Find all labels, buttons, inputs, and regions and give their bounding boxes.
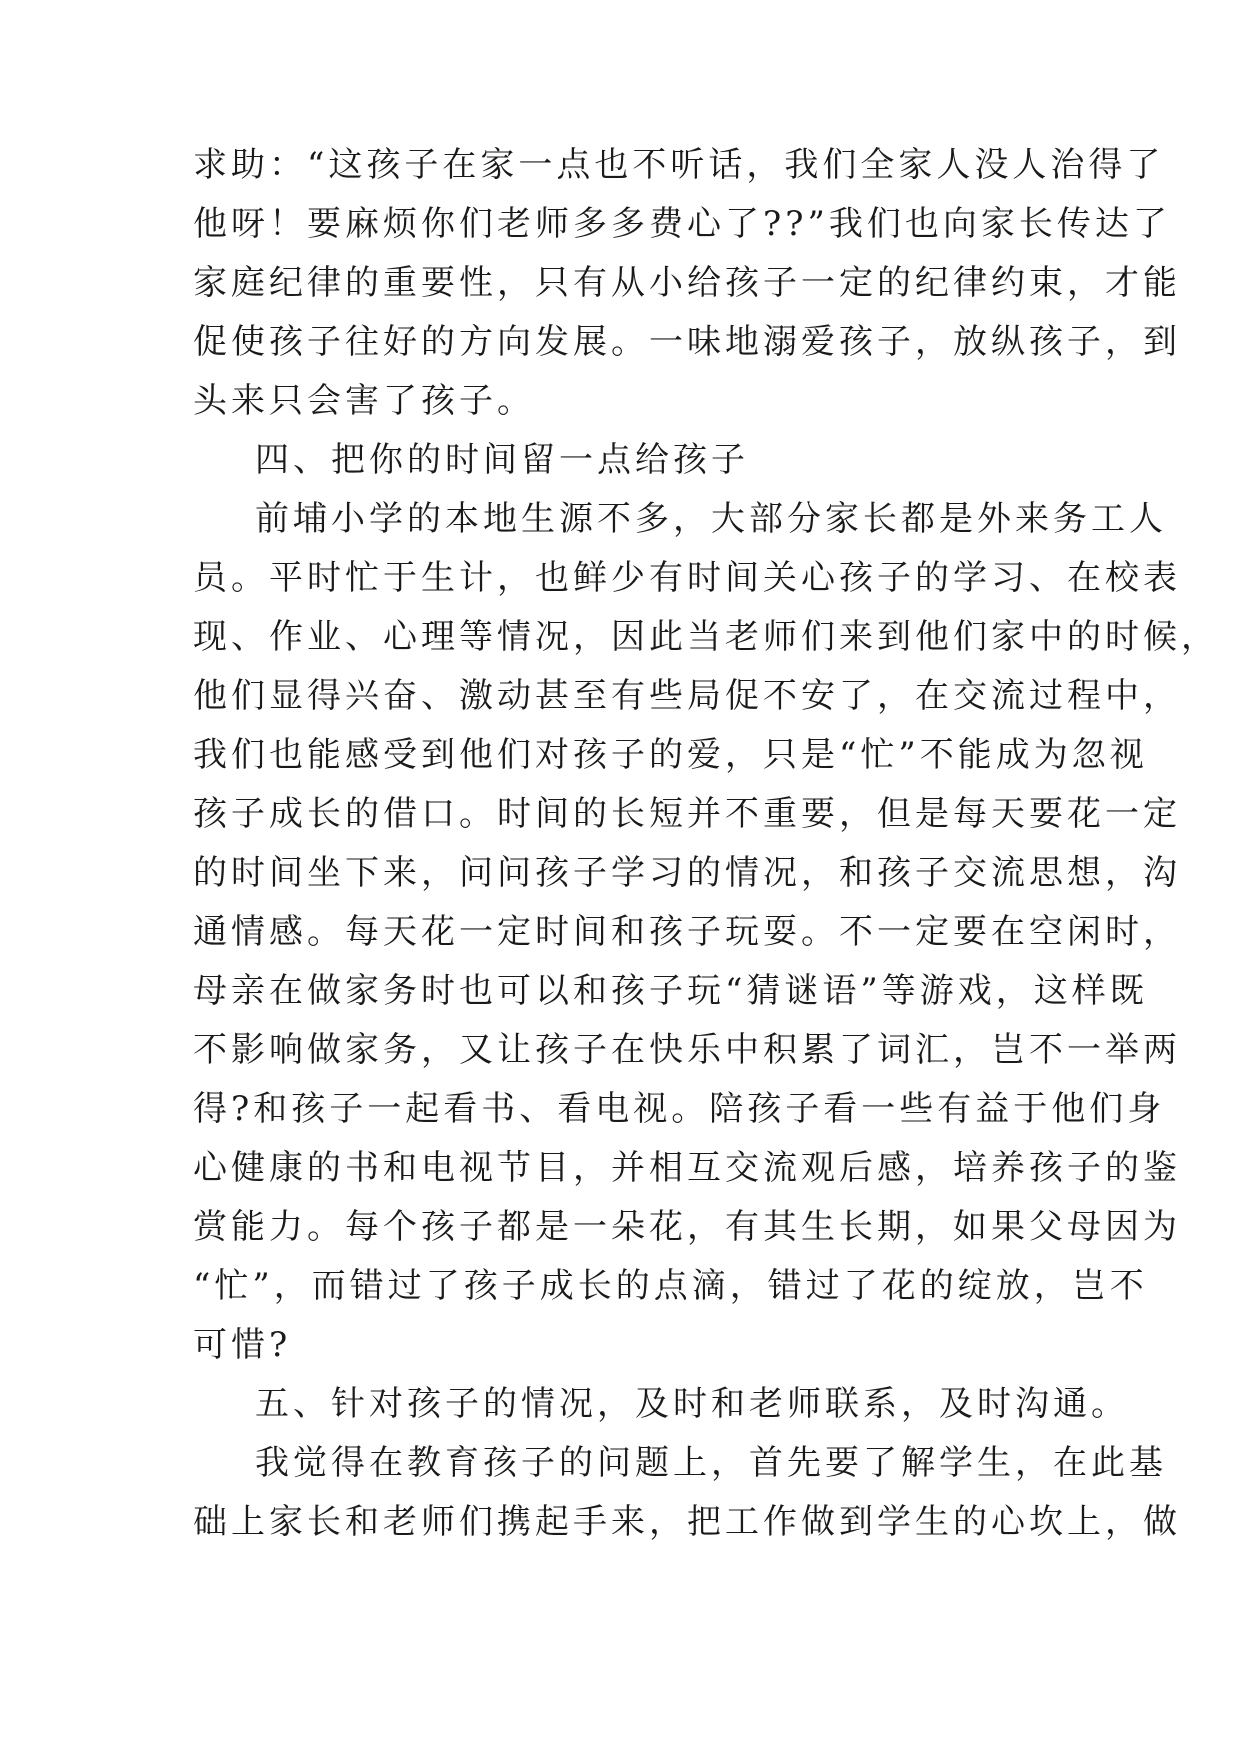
text-line: 的时间坐下来，问问孩子学习的情况，和孩子交流思想，沟 bbox=[193, 853, 1181, 893]
text-line: 不影响做家务，又让孩子在快乐中积累了词汇，岂不一举两 bbox=[193, 1030, 1181, 1070]
text-line: 他呀！要麻烦你们老师多多费心了??”我们也向家长传达了 bbox=[193, 204, 1171, 244]
text-line: 头来只会害了孩子。 bbox=[193, 381, 535, 421]
text-line: 赏能力。每个孩子都是一朵花，有其生长期，如果父母因为 bbox=[193, 1207, 1181, 1247]
text-line: 求助：“这孩子在家一点也不听话，我们全家人没人治得了 bbox=[193, 145, 1165, 185]
text-line: 孩子成长的借口。时间的长短并不重要，但是每天要花一定 bbox=[193, 794, 1181, 834]
text-line: 可惜? bbox=[193, 1325, 292, 1365]
text-line: 员。平时忙于生计，也鲜少有时间关心孩子的学习、在校表 bbox=[193, 558, 1181, 598]
text-line: 家庭纪律的重要性，只有从小给孩子一定的纪律约束，才能 bbox=[193, 263, 1181, 303]
document-body bbox=[193, 136, 1219, 1552]
paragraph-start-line: 我觉得在教育孩子的问题上，首先要了解学生，在此基 bbox=[255, 1443, 1167, 1483]
section-heading: 五、针对孩子的情况，及时和老师联系，及时沟通。 bbox=[255, 1384, 1129, 1424]
text-line: 础上家长和老师们携起手来，把工作做到学生的心坎上，做 bbox=[193, 1502, 1181, 1542]
text-line: “忙”，而错过了孩子成长的点滴，错过了花的绽放，岂不 bbox=[193, 1266, 1148, 1306]
text-line: 通情感。每天花一定时间和孩子玩耍。不一定要在空闲时， bbox=[193, 912, 1181, 952]
text-line: 得?和孩子一起看书、看电视。陪孩子看一些有益于他们身 bbox=[193, 1089, 1166, 1129]
text-line: 心健康的书和电视节目，并相互交流观后感，培养孩子的鉴 bbox=[193, 1148, 1181, 1188]
text-line: 母亲在做家务时也可以和孩子玩“猜谜语”等游戏，这样既 bbox=[193, 971, 1148, 1011]
text-line: 我们也能感受到他们对孩子的爱，只是“忙”不能成为忽视 bbox=[193, 735, 1148, 775]
section-heading: 四、把你的时间留一点给孩子 bbox=[255, 440, 749, 480]
paragraph-start-line: 前埔小学的本地生源不多，大部分家长都是外来务工人 bbox=[255, 499, 1167, 539]
text-line: 促使孩子往好的方向发展。一味地溺爱孩子，放纵孩子，到 bbox=[193, 322, 1181, 362]
text-line: 他们显得兴奋、激动甚至有些局促不安了，在交流过程中， bbox=[193, 676, 1181, 716]
text-line: 现、作业、心理等情况，因此当老师们来到他们家中的时候， bbox=[193, 617, 1219, 657]
